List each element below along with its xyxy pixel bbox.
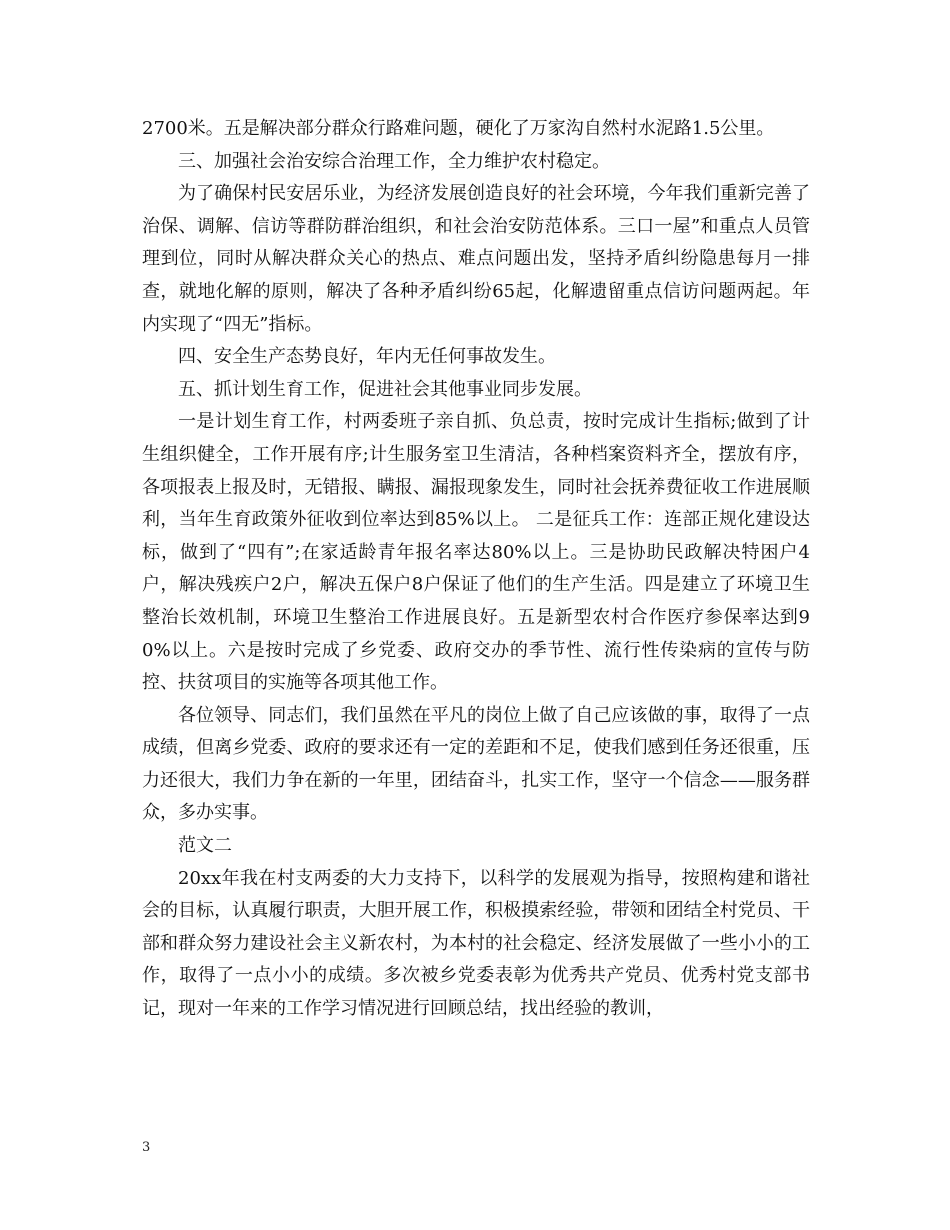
- paragraph-7: 各位领导、同志们，我们虽然在平凡的岗位上做了自己应该做的事，取得了一点成绩，但离乡党委、政府的要求还有一定的差距和不足，使我们感到任务还很重，压力还很大，我们力争在新的一年里，团结奋斗，扎实工作，坚守一个信念——服务群众，多办实事。: [142, 704, 810, 824]
- section-heading-3: 三、加强社会治安综合治理工作，全力维护农村稳定。: [178, 150, 610, 172]
- section-heading-5: 五、抓计划生育工作，促进社会其他事业同步发展。: [178, 378, 592, 400]
- document-page: [142, 113, 810, 1026]
- section-heading-4: 四、安全生产态势良好，年内无任何事故发生。: [178, 346, 556, 368]
- page-number: 3: [142, 1140, 151, 1155]
- sample-heading: 范文二: [178, 835, 232, 857]
- paragraph-6: 一是计划生育工作，村两委班子亲自抓、负总责，按时完成计生指标;做到了计生组织健全，工作开展有序;计生服务室卫生清洁，各种档案资料齐全，摆放有序，各项报表上报及时，无错报、瞒报、漏报现象发生，同时社会抚养费征收工作进展顺利，当年生育政策外征收到位率达到85%以上。 二是征兵工作：连部正规化建设达标，做到了“四有”;在家适龄青年报名率达80%以上。三是协助民政解决特困户4户，解决残疾户2户，解决五保户8户保证了他们的生产生活。四是建立了环境卫生整治长效机制，环境卫生整治工作进展良好。五是新型农村合作医疗参保率达到90%以上。六是按时完成了乡党委、政府交办的季节性、流行性传染病的宣传与防控、扶贫项目的实施等各项其他工作。: [142, 411, 810, 694]
- paragraph-3: 为了确保村民安居乐业，为经济发展创造良好的社会环境，今年我们重新完善了治保、调解、信访等群防群治组织，和社会治安防范体系。三口一屋”和重点人员管理到位，同时从解决群众关心的热点、难点问题出发，坚持矛盾纠纷隐患每月一排查，就地化解的原则，解决了各种矛盾纠纷65起，化解遗留重点信访问题两起。年内实现了“四无”指标。: [142, 183, 810, 335]
- paragraph-9: 20xx年我在村支两委的大力支持下，以科学的发展观为指导，按照构建和谐社会的目标，认真履行职责，大胆开展工作，积极摸索经验，带领和团结全村党员、干部和群众努力建设社会主义新农村，为本村的社会稳定、经济发展做了一些小小的工作，取得了一点小小的成绩。多次被乡党委表彰为优秀共产党员、优秀村党支部书记，现对一年来的工作学习情况进行回顾总结，找出经验的教训，: [142, 867, 810, 1020]
- paragraph-1: 2700米。五是解决部分群众行路难问题，硬化了万家沟自然村水泥路1.5公里。: [142, 118, 775, 139]
